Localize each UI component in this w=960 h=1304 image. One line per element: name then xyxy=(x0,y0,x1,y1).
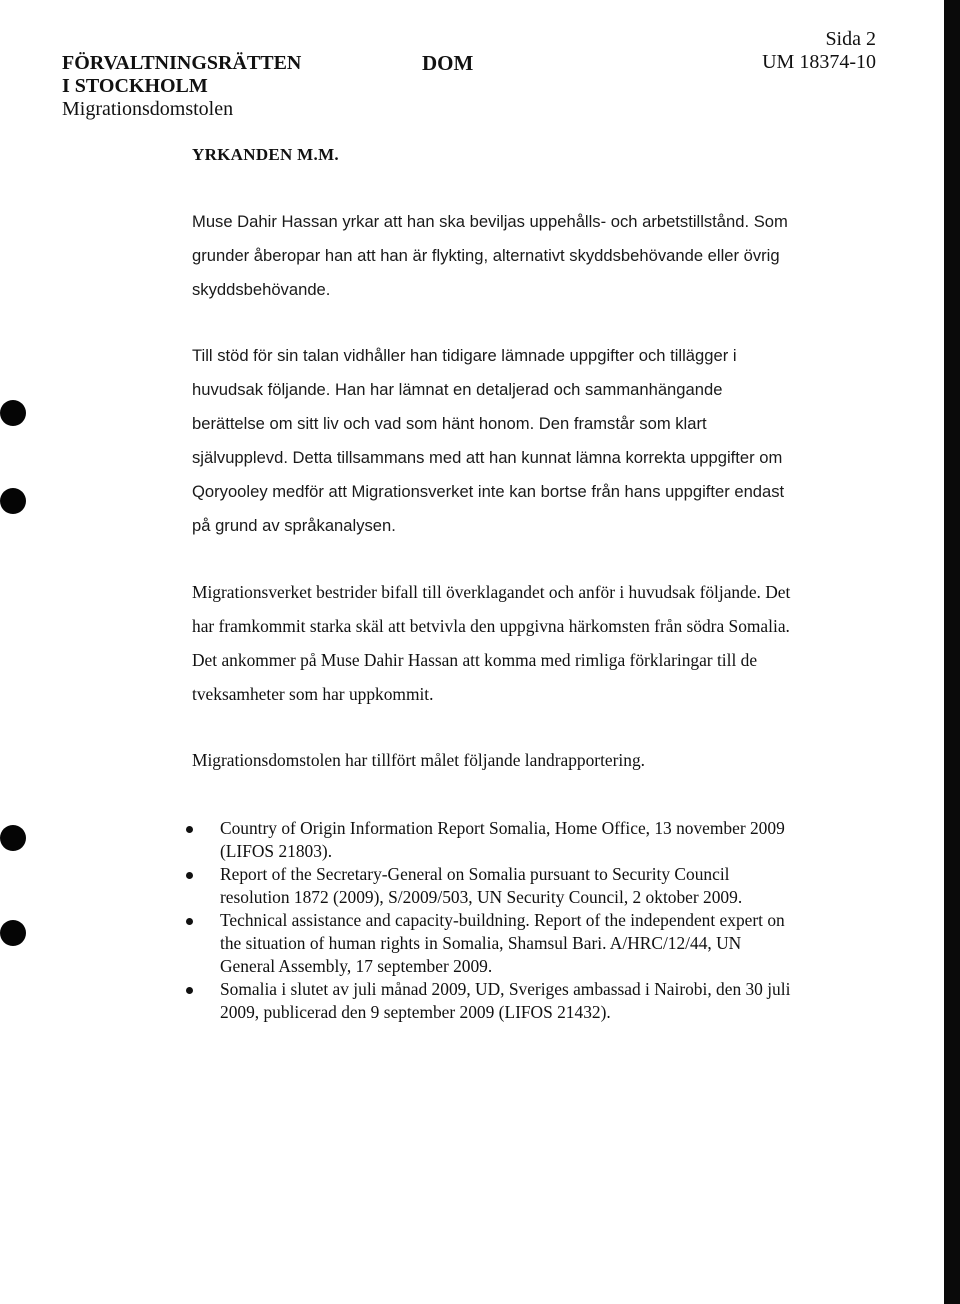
report-citation: Technical assistance and capacity-buildning. Report of the independent expert on the situation of human rights in Somalia, Shamsul Bari. A/HRC/12/44, UN General Assembly, 17 september 2009. xyxy=(220,910,785,976)
document-type: DOM xyxy=(422,51,474,75)
page-meta xyxy=(762,28,876,74)
punch-hole xyxy=(0,920,26,946)
court-header xyxy=(62,52,301,121)
list-item xyxy=(186,863,796,909)
report-citation: Somalia i slutet av juli månad 2009, UD, Sveriges ambassad i Nairobi, den 30 juli 2009, publicerad den 9 september 2009 (LIFOS 21432). xyxy=(220,979,791,1022)
scan-border xyxy=(944,0,960,1304)
court-division: Migrationsdomstolen xyxy=(62,98,234,120)
list-item xyxy=(186,909,796,978)
punch-hole xyxy=(0,400,26,426)
bullet-icon xyxy=(186,826,193,833)
paragraph-country-reports-intro: Migrationsdomstolen har tillfört målet följande landrapportering. xyxy=(192,750,646,770)
case-number: UM 18374-10 xyxy=(762,51,876,73)
bullet-icon xyxy=(186,918,193,925)
page-number: Sida 2 xyxy=(825,28,876,50)
paragraph-applicant-arguments: Till stöd för sin talan vidhåller han tidigare lämnade uppgifter och tillägger i huvudsak följande. Han har lämnat en detaljerad och sammanhängande berättelse om sitt liv och vad som hänt honom. Den framstår som klart självupplevd. Detta tillsammans med att han kunnat lämna korrekta uppgifter om Qoryooley medför att Migrationsverket inte kan bortse från hans uppgifter endast på grund av språkanalysen. xyxy=(192,346,785,535)
section-heading: YRKANDEN M.M. xyxy=(192,145,339,164)
court-name: FÖRVALTNINGSRÄTTEN xyxy=(62,52,302,74)
court-location: I STOCKHOLM xyxy=(62,75,208,97)
report-citation: Country of Origin Information Report Somalia, Home Office, 13 november 2009 (LIFOS 21803). xyxy=(220,818,785,861)
bullet-icon xyxy=(186,987,193,994)
bullet-icon xyxy=(186,872,193,879)
punch-hole xyxy=(0,488,26,514)
report-citation: Report of the Secretary-General on Somalia pursuant to Security Council resolution 1872 (2009), S/2009/503, UN Security Council, 2 oktober 2009. xyxy=(220,864,743,907)
punch-hole xyxy=(0,825,26,851)
country-report-list xyxy=(186,817,796,1024)
paragraph-claims: Muse Dahir Hassan yrkar att han ska beviljas uppehålls- och arbetstillstånd. Som grunder åberopar han att han är flykting, alternativt skyddsbehövande eller övrig skyddsbehövande. xyxy=(192,212,788,299)
paragraph-agency-response: Migrationsverket bestrider bifall till överklagandet och anför i huvudsak följande. Det har framkommit starka skäl att betvivla den uppgivna härkomsten från södra Somalia. Det ankommer på Muse Dahir Hassan att komma med rimliga förklaringar till de tveksamheter som har uppkommit. xyxy=(192,582,791,704)
list-item xyxy=(186,817,796,863)
list-item xyxy=(186,978,796,1024)
